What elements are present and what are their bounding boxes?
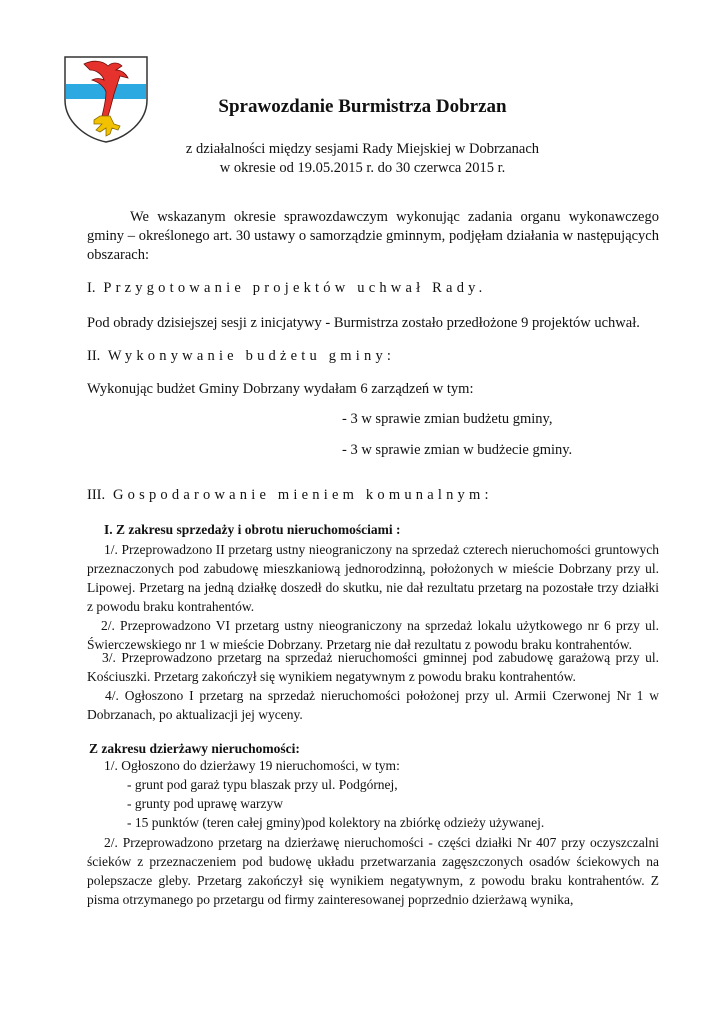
section-3-roman: III. [87,487,106,503]
intro-paragraph: We wskazanym okresie sprawozdawczym wykonując zadania organu wykonawczego gminy – określonego art. 30 ustawy o samorządzie gminnym, podjęłam działania w następujących obszarach: [87,209,659,263]
subtitle-line-2: w okresie od 19.05.2015 r. do 30 czerwca 2015 r. [219,160,506,176]
section-2-heading [87,348,395,365]
lease-paragraph-1: 1/. Ogłoszono do dzierżawy 19 nieruchomości, w tym: [104,758,400,773]
lease-paragraph-2: 2/. Przeprowadzono przetarg na dzierżawę nieruchomości - części działki Nr 407 przy oczyszczalni ścieków z przeznaczeniem pod budowę układu przetwarzania zagęszczonych osadów ściekowych na polepszacze gleby. Przetarg zakończył się wynikiem negatywnym, z powodu braku kontrahentów. Z pisma otrzymanego po przetargu od firmy zainteresowanej poprzednio dzierżawą wynika, [87,835,659,907]
subsection-sales-title: I. Z zakresu sprzedaży i obrotu nieruchomościami : [104,522,401,537]
section-2-title: Wykonywanie budżetu gminy: [107,348,396,364]
document-title: Sprawozdanie Burmistrza Dobrzan [218,96,507,117]
section-1-text: Pod obrady dzisiejszej sesji z inicjatywy - Burmistrza zostało przedłożone 9 projektów uchwał. [87,315,640,331]
section-1-title: Przygotowanie projektów uchwał Rady. [103,280,487,296]
section-2-roman: II. [87,348,101,364]
section-1-heading [87,280,487,297]
section-2-text: Wykonując budżet Gminy Dobrzany wydałam 6 zarządzeń w tym: [87,381,474,397]
subsection-lease-title: Z zakresu dzierżawy nieruchomości: [89,741,300,756]
sales-paragraph-2: 2/. Przeprowadzono VI przetarg ustny nieograniczony na sprzedaż lokalu użytkowego nr 6 przy ul. Świerczewskiego nr 1 w mieście Dobrzany. Przetarg nie dał rezultatu z powodu braku kontrahentów. [87,618,659,652]
section-2-item: - 3 w sprawie zmian w budżecie gminy. [342,442,573,458]
section-2-item: - 3 w sprawie zmian budżetu gminy, [342,411,553,427]
lease-item: - grunty pod uprawę warzyw [127,796,283,811]
lease-item: - grunt pod garaż typu blaszak przy ul. Podgórnej, [127,777,398,792]
sales-paragraph-3: 3/. Przeprowadzono przetarg na sprzedaż nieruchomości gminnej pod zabudowę garażową przy ul. Kościuszki. Przetarg zakończył się wynikiem negatywnym z powodu braku kontrahentów. [87,650,659,684]
sales-paragraph-1: 1/. Przeprowadzono II przetarg ustny nieograniczony na sprzedaż czterech nieruchomości gruntowych przeznaczonych pod zabudowę mieszkaniową jednorodzinną, położonych w mieście Dobrzany przy ul. Lipowej. Przetarg na jedną działkę doszedł do skutku, nie dał rezultatu przetarg na pozostałe trzy działki z powodu braku kontrahentów. [87,542,659,614]
section-3-title: Gospodarowanie mieniem komunalnym: [112,487,493,503]
lease-item: - 15 punktów (teren całej gminy)pod kolektory na zbiórkę odzieży używanej. [127,815,545,830]
section-1-roman: I. [87,280,96,296]
section-3-heading [87,487,493,504]
sales-paragraph-4: 4/. Ogłoszono I przetarg na sprzedaż nieruchomości położonej przy ul. Armii Czerwonej Nr 1 w Dobrzanach, po aktualizacji jej wyceny. [87,688,659,722]
subtitle-line-1: z działalności między sesjami Rady Miejskiej w Dobrzanach [185,141,540,157]
